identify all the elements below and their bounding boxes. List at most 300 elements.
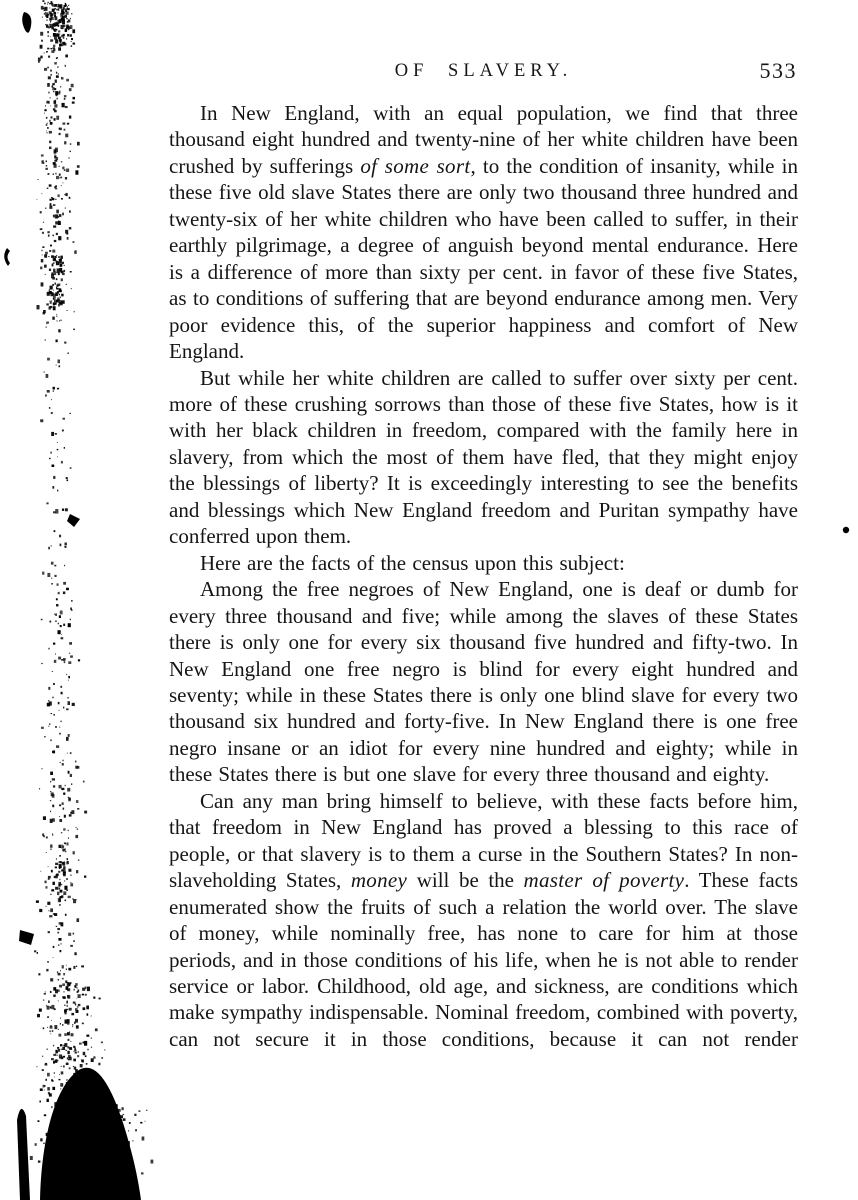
scan-speckle [68, 771, 70, 774]
scan-speckle [81, 1059, 82, 1060]
scan-speckle [50, 781, 51, 783]
scan-speckle [46, 117, 48, 119]
scan-speckle [37, 199, 38, 200]
scan-speckle [48, 700, 49, 701]
scan-speckle [67, 1096, 69, 1097]
scan-speckle [62, 16, 64, 18]
scan-speckle [61, 1157, 62, 1158]
scan-speckle [121, 1160, 123, 1162]
scan-speckle [52, 17, 53, 18]
italic-text-run: money [350, 868, 408, 893]
scan-speckle [67, 1046, 69, 1048]
scan-speckle [77, 999, 78, 1000]
scan-speckle [41, 259, 44, 262]
scan-speckle [47, 573, 50, 577]
scan-speckle [130, 1172, 133, 1174]
scan-speckle [101, 1057, 103, 1059]
scan-speckle [110, 1106, 112, 1109]
scan-speckle [60, 625, 62, 627]
scan-speckle [57, 320, 58, 321]
scan-speckle [60, 302, 63, 305]
scan-speckle [46, 852, 47, 853]
scan-speckle [65, 207, 66, 208]
scan-speckle [82, 1147, 84, 1150]
scan-speckle [101, 1042, 103, 1044]
scan-speckle [47, 390, 50, 393]
scan-speckle [59, 1173, 62, 1176]
scan-speckle [54, 4, 57, 7]
scan-speckle [68, 623, 71, 627]
scan-speckle [78, 659, 80, 661]
scan-speckle [50, 48, 52, 49]
scan-speckle [77, 1055, 79, 1057]
scan-speckle [72, 1026, 73, 1027]
scan-speckle [62, 430, 64, 432]
scan-speckle [113, 1194, 115, 1197]
scan-speckle [46, 906, 47, 907]
scan-speckle [104, 1117, 105, 1118]
scan-speckle [58, 884, 60, 887]
scan-speckle [52, 17, 54, 20]
scan-speckle [58, 8, 60, 10]
scan-speckle [58, 47, 61, 50]
scan-speckle [46, 161, 47, 163]
scan-speckle [67, 6, 68, 8]
scan-speckle [58, 236, 61, 240]
scan-speckle [61, 44, 64, 47]
scan-speckle [57, 583, 59, 585]
scan-speckle [61, 11, 64, 15]
scan-speckle [69, 1081, 72, 1084]
scan-speckle [55, 1060, 58, 1063]
scan-speckle [82, 1059, 84, 1062]
scan-speckle [65, 1050, 67, 1051]
scan-speckle [53, 946, 55, 948]
scan-speckle [64, 129, 66, 131]
scan-speckle [59, 1099, 60, 1100]
scan-speckle [54, 101, 57, 104]
scan-speckle [104, 1194, 106, 1196]
scan-speckle [88, 1148, 91, 1151]
scan-speckle [77, 1131, 78, 1133]
scan-speckle [49, 8, 50, 9]
scan-speckle [68, 734, 70, 737]
scan-speckle [42, 768, 43, 769]
scan-speckle [67, 1139, 70, 1142]
scan-speckle [112, 1176, 115, 1180]
scan-speckle [58, 702, 60, 704]
scan-speckle [63, 7, 65, 10]
scan-speckle [70, 812, 72, 814]
scan-speckle [61, 278, 63, 281]
scan-speckle [57, 1182, 58, 1184]
scan-speckle [57, 24, 59, 25]
scan-speckle [67, 310, 68, 311]
scan-speckle [60, 970, 61, 971]
scan-speckle [46, 101, 49, 104]
scan-speckle [80, 1064, 83, 1067]
bottom-left-ink-blob [40, 1068, 141, 1200]
scan-speckle [58, 973, 61, 976]
scan-speckle [65, 193, 67, 196]
scan-speckle [54, 1072, 55, 1074]
scan-speckle [62, 1047, 65, 1050]
scan-speckle [88, 1166, 90, 1168]
scan-speckle [51, 274, 54, 279]
scan-speckle [82, 988, 85, 991]
scan-speckle [57, 449, 59, 450]
scan-speckle [59, 804, 61, 806]
scan-speckle [59, 259, 62, 261]
scan-speckle [58, 30, 60, 32]
scan-speckle [78, 994, 81, 998]
scan-speckle [51, 14, 53, 16]
scan-speckle [55, 876, 58, 879]
scan-speckle [56, 340, 58, 343]
scan-speckle [51, 792, 54, 796]
scan-speckle [122, 1170, 124, 1171]
scan-speckle [98, 1191, 101, 1195]
scan-speckle [49, 910, 50, 911]
scan-speckle [47, 1073, 50, 1077]
scan-speckle [86, 1006, 89, 1010]
scan-speckle [70, 34, 72, 37]
scan-speckle [54, 575, 56, 577]
scan-speckle [66, 969, 67, 971]
scan-speckle [63, 34, 65, 37]
scan-speckle [50, 199, 52, 201]
scan-speckle [56, 33, 59, 36]
scan-speckle [66, 708, 69, 710]
scan-speckle [52, 284, 54, 286]
scan-speckle [45, 1064, 48, 1066]
scan-speckle [68, 1124, 69, 1125]
scan-speckle [67, 21, 68, 23]
scan-speckle [58, 623, 59, 625]
scan-speckle [50, 292, 53, 296]
scan-speckle [93, 1056, 95, 1059]
scan-speckle [81, 1121, 82, 1123]
scan-speckle [51, 545, 52, 546]
scan-speckle [58, 221, 61, 225]
scan-speckle [60, 861, 63, 863]
scan-speckle [55, 620, 57, 622]
scan-speckle [62, 1122, 64, 1124]
scan-speckle [85, 1055, 87, 1057]
scan-speckle [98, 1063, 100, 1066]
scan-speckle [58, 898, 61, 902]
scan-speckle [67, 34, 69, 36]
scan-speckle [58, 25, 60, 27]
scan-speckle [56, 288, 58, 290]
scan-speckle [73, 1066, 74, 1067]
scan-speckle [67, 237, 69, 240]
scan-speckle [53, 215, 55, 218]
scan-speckle [51, 255, 54, 258]
scan-speckle [50, 739, 51, 741]
scan-speckle [44, 1085, 45, 1087]
scan-speckle [45, 881, 47, 884]
scan-speckle [48, 76, 51, 79]
scan-speckle [81, 1090, 83, 1093]
scan-speckle [34, 950, 36, 952]
scan-speckle [70, 143, 72, 145]
scan-speckle [98, 1133, 100, 1135]
scan-speckle [45, 394, 47, 396]
scan-speckle [112, 1155, 115, 1158]
scan-speckle [59, 1185, 61, 1186]
scan-speckle [127, 1141, 130, 1145]
scan-speckle [100, 1165, 102, 1167]
scan-speckle [85, 1122, 87, 1124]
scan-speckle [53, 173, 54, 175]
scan-speckle [80, 1119, 81, 1120]
scan-speckle [98, 1148, 100, 1150]
scan-speckle [55, 187, 57, 189]
scan-speckle [85, 1111, 88, 1114]
paragraph [169, 365, 798, 550]
scan-speckle [52, 1030, 54, 1032]
scan-speckle [59, 290, 60, 291]
scan-speckle [60, 13, 63, 17]
scan-speckle [54, 62, 57, 64]
scan-speckle [59, 174, 61, 176]
scan-speckle [64, 5, 67, 7]
scan-speckle [49, 3, 51, 4]
scan-speckle [70, 655, 73, 657]
scan-speckle [67, 788, 70, 792]
scan-speckle [53, 511, 56, 513]
scan-speckle [47, 1016, 49, 1018]
scan-speckle [65, 1020, 68, 1024]
scan-speckle [61, 1049, 63, 1050]
scan-speckle [59, 816, 60, 817]
scan-speckle [59, 39, 62, 42]
scan-speckle [48, 866, 49, 867]
scan-speckle [89, 1105, 90, 1106]
scan-speckle [68, 676, 70, 678]
scan-speckle [80, 1126, 81, 1128]
scan-speckle [69, 1057, 72, 1061]
scan-speckle [41, 228, 43, 230]
scan-speckle [70, 1163, 72, 1166]
scan-speckle [43, 1027, 45, 1029]
scan-speckle [55, 1059, 57, 1061]
scan-speckle [88, 1192, 91, 1196]
scan-speckle [58, 297, 59, 298]
scan-speckle [52, 1080, 54, 1082]
scan-speckle [50, 15, 52, 18]
scan-speckle [59, 301, 61, 303]
scan-speckle [40, 211, 42, 213]
scan-speckle [44, 3, 46, 5]
scan-speckle [46, 51, 48, 52]
scan-speckle [71, 41, 72, 42]
scan-speckle [74, 952, 76, 955]
scan-speckle [62, 103, 65, 107]
scan-speckle [46, 969, 48, 972]
scan-speckle [54, 258, 55, 259]
scan-speckle [96, 1182, 97, 1183]
scan-speckle [113, 1148, 116, 1151]
scan-speckle [67, 988, 70, 991]
scan-speckle [55, 91, 58, 95]
scan-speckle [56, 874, 59, 876]
scan-speckle [62, 869, 63, 870]
scan-speckle [51, 50, 54, 53]
scan-speckle [51, 1079, 53, 1081]
scan-speckle [55, 5, 56, 6]
scan-speckle [66, 1171, 68, 1173]
scan-speckle [68, 1059, 69, 1061]
scan-speckle [69, 1198, 70, 1199]
scan-speckle [50, 452, 52, 454]
scan-speckle [69, 653, 70, 654]
scan-speckle [46, 322, 49, 324]
scan-speckle [45, 340, 46, 341]
scan-speckle [40, 1138, 42, 1141]
scan-speckle [59, 300, 62, 304]
scan-speckle [90, 1183, 93, 1186]
scan-speckle [66, 1063, 69, 1065]
scan-speckle [66, 284, 67, 285]
scan-speckle [42, 1069, 44, 1071]
scan-speckle [62, 167, 64, 170]
scan-speckle [55, 8, 56, 9]
scan-speckle [67, 1022, 69, 1025]
scan-speckle [80, 1140, 83, 1144]
scan-speckle [126, 1150, 128, 1152]
scan-speckle [47, 1006, 50, 1010]
scan-speckle [55, 199, 57, 200]
scan-speckle [44, 265, 47, 268]
scan-speckle [57, 932, 59, 934]
scan-speckle [73, 1046, 75, 1048]
scan-speckle [50, 991, 52, 993]
scan-speckle [115, 1129, 118, 1132]
scan-speckle [44, 254, 47, 257]
scan-speckle [51, 197, 53, 198]
scan-speckle [56, 75, 59, 78]
scan-speckle [65, 871, 66, 873]
scan-speckle [79, 1073, 81, 1075]
scan-speckle [70, 875, 71, 876]
scan-speckle [63, 123, 66, 125]
scan-speckle [63, 760, 64, 762]
scan-speckle [59, 855, 61, 857]
scan-speckle [63, 851, 64, 852]
scan-speckle [93, 1139, 94, 1140]
scan-speckle [56, 210, 59, 214]
scan-speckle [55, 989, 58, 993]
scan-speckle [61, 35, 64, 38]
scan-speckle [62, 844, 63, 845]
scan-speckle [62, 1024, 64, 1026]
scan-speckle [50, 105, 51, 106]
scan-speckle [108, 1129, 111, 1132]
scan-speckle [88, 1070, 89, 1071]
scan-speckle [49, 1148, 52, 1152]
scan-speckle [77, 142, 80, 146]
scan-speckle [55, 863, 58, 865]
scan-speckle [128, 1130, 129, 1131]
scan-speckle [55, 80, 57, 83]
scan-speckle [63, 891, 66, 895]
scan-speckle [151, 1160, 154, 1164]
scan-speckle [41, 40, 43, 42]
scan-speckle [76, 1166, 77, 1167]
scan-speckle [53, 476, 55, 479]
scan-speckle [67, 1057, 68, 1059]
scan-speckle [105, 1150, 107, 1152]
text-column [169, 100, 798, 1052]
scan-speckle [43, 1000, 45, 1001]
scan-speckle [64, 16, 65, 17]
scan-speckle [51, 24, 54, 28]
scan-speckle [56, 314, 57, 315]
scan-speckle [61, 301, 64, 303]
scan-speckle [68, 661, 71, 664]
text-run: In New England, with an equal population, we find that three thousand eight hundred and twenty-nine of her white children have been crushed by sufferings [169, 101, 798, 178]
scan-speckle [70, 28, 71, 29]
scan-speckle [54, 36, 57, 40]
scan-speckle [69, 1008, 72, 1011]
scan-speckle [59, 985, 62, 988]
scan-speckle [84, 876, 86, 878]
scan-speckle [65, 1044, 67, 1046]
scan-speckle [61, 461, 63, 464]
text-run: Can any man bring himself to believe, with these facts before him, that freedom in New England has proved a blessing to this race of people, or that slavery is to them a curse in the Southern States? In non-slaveholding States, [169, 788, 798, 893]
scan-speckle [96, 1139, 98, 1142]
scan-speckle [61, 922, 64, 926]
scan-speckle [61, 943, 62, 944]
scan-speckle [103, 1175, 105, 1177]
scan-speckle [86, 1183, 87, 1184]
scan-speckle [53, 987, 56, 991]
scan-speckle [85, 1132, 88, 1134]
scan-speckle [85, 987, 87, 989]
scan-speckle [65, 843, 66, 845]
scan-speckle [65, 106, 68, 108]
scan-speckle [72, 1107, 75, 1109]
scan-speckle [77, 829, 78, 830]
scan-speckle [74, 1195, 77, 1199]
scan-speckle [91, 1038, 92, 1039]
scan-speckle [54, 25, 56, 27]
scan-speckle [94, 1112, 96, 1114]
scan-speckle [54, 876, 56, 878]
scan-speckle [62, 802, 64, 805]
scan-speckle [59, 166, 60, 167]
scan-speckle [109, 1135, 112, 1138]
scan-speckle [68, 896, 71, 898]
scan-speckle [59, 1054, 62, 1058]
scan-speckle [54, 118, 56, 121]
scan-speckle [59, 899, 61, 902]
scan-speckle [89, 1165, 90, 1166]
scan-speckle [41, 1180, 43, 1182]
scan-speckle [92, 1103, 95, 1105]
scan-speckle [116, 1163, 118, 1166]
scan-speckle [49, 269, 51, 271]
scan-speckle [62, 300, 65, 304]
scan-speckle [52, 250, 55, 253]
scan-speckle [54, 913, 57, 916]
scan-speckle [55, 887, 58, 890]
scan-speckle [63, 1045, 65, 1047]
scan-speckle [40, 56, 42, 59]
scan-speckle [111, 1100, 113, 1103]
